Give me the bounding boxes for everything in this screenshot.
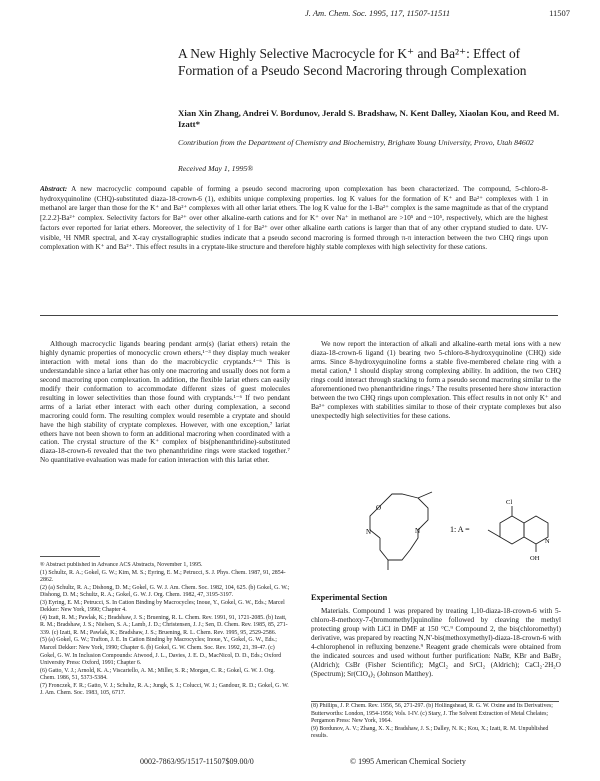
abstract-text: A new macrocyclic compound capable of forming a pseudo second macroring upon complexation has been characterized. The compound, 5-chloro-8-hydroxyquinoline (CHQ)-substituted diaza-18-crown-6 (1), exhibits unique complexing properties. log K values for the formation of K⁺ and Ba²⁺ complexes with 1 in methanol are larger than those for the K⁺ and Ba²⁺ complexes with all other lariat ethers. The log K value for the 1-Ba²⁺ complex is the same magnitude as that of the cryptand [2.2.2]-Ba²⁺ complex. Selectivity factors for Ba²⁺ over other alkaline-earth cations and for K⁺ over Na⁺ in methanol are >10⁵ and ~10⁵, respectively, which are the highest factors ever reported for lariat ethers. Moreover, the selectivity of 1 for Ba²⁺ over other alkaline earth cations is larger than that of any other cryptand studied to date. UV-visible, ¹H NMR spectral, and X-ray crystallographic studies indicate that a pseudo second macroring is formed through π-π interaction between the two CHQ rings upon complexation with K⁺ and Ba²⁺. This effect results in a cryptate-like structure and therefore highly stable complexes with high selectivity for these cations. [40, 185, 548, 252]
experimental-heading: Experimental Section [311, 593, 388, 602]
footnote: (3) Eyring, E. M.; Petrucci, S. In Cation Binding by Macrocycles; Inoue, Y., Gokel, G. W., Eds.; Marcel Dekker: New York, 1990; Chapter 4. [40, 599, 285, 614]
running-header [40, 8, 570, 22]
footnote: (7) Fronczek, F. R.; Gatto, V. J.; Schultz, R. A.; Jungk, S. J.; Colucci, W. J.; Gandour, R. D.; Gokel, G. W. J. Am. Chem. Soc. 1983, 105, 6717. [40, 682, 289, 697]
footnote: (5) (a) Gokel, G. W.; Trafton, J. E. In Cation Binding by Macrocycles; Inoue, Y., Gokel, G. W., Eds.; Marcel Dekker: New York, 1990; Chapter 6. (b) Gokel, G. W. Chem. Soc. Rev. 1992, 21, 39-47. (c) Gokel, G. W. In Inclusion Compounds: Atwood, J. L., Davies, J. E. D., MacNicol, D. D., Eds.; Oxford University Press: Oxford, 1991; Chapter 6. [40, 637, 282, 667]
page-footer [40, 757, 560, 771]
footnote: (4) Izatt, R. M.; Pawlak, K.; Bradshaw, J. S.; Bruening, R. L. Chem. Rev. 1991, 91, 1721-2085. (b) Izatt, R. M.; Bradshaw, J. S.; Nielsen, S. A.; Lamb, J. D.; Christensen, J. J.; Sen, D. Chem. Rev. 1985, 85, 271-339. (c) Izatt, R. M.; Pawlak, K.; Bradshaw, J. S.; Bruening, R. L. Chem. Rev. 1995, 95, 2529-2586. [40, 614, 288, 636]
article-title: A New Highly Selective Macrocycle for K⁺ and Ba²⁺: Effect of Formation of a Pseudo Second Macroring through Complexation [178, 46, 527, 78]
references-right [311, 703, 561, 753]
structure-label: 1: A = [450, 525, 470, 534]
abstract-label: Abstract: [40, 185, 68, 193]
footnote-divider [40, 556, 100, 557]
footnote: ® Abstract published in Advance ACS Abstracts, November 1, 1995. [40, 562, 203, 568]
footnote: (1) Schultz, R. A.; Gokel, G. W.; Kim, M. S.; Eyring, E. M.; Petrucci, S. J. Phys. Chem. 1987, 91, 2854-2862. [40, 569, 286, 584]
author-list: Xian Xin Zhang, Andrei V. Bordunov, Jerald S. Bradshaw, N. Kent Dalley, Xiaolan Kou, and Reed M. Izatt* [178, 108, 560, 129]
page-number: 11507 [549, 8, 570, 18]
report-paragraph: We now report the interaction of alkali and alkaline-earth metal ions with a new diaza-18-crown-6 ligand (1) bearing two 5-chloro-8-hydroxyquinoline (CHQ) side arms. Since 8-hydroxyquinoline forms a stable five-membered chelate ring with a metal cation,⁸ 1 should display strong complexing ability. In addition, the two CHQ rings could interact through stacking to form a pseudo second macroring similar to the aforementioned two phenanthridine rings.⁷ The results presented here show interaction between the two CHQ rings upon complexation. This effect results in not only K⁺ and Ba²⁺ complexes with stabilities similar to those of their cryptate complexes but also unexpectedly high selectivities for these cations. [311, 340, 561, 420]
references-divider [311, 701, 559, 702]
footnote: (8) Phillips, J. P. Chem. Rev. 1956, 56, 271-297. (b) Hollingshead, R. G. W. Oxine and Its Derivatives; Butterworths: London, 1954-1956; Vols. I-IV. (c) Stary, J. The Solvent Extraction of Metal Chelates; Pergamon Press: New York, 1964. [311, 703, 553, 725]
article-code: 0002-7863/95/1517-11507$09.00/0 [140, 757, 254, 766]
footnote: (6) Gatto, V. J.; Arnold, K. A.; Viscariello, A. M.; Miller, S. R.; Morgan, C. R.; Gokel, G. W. J. Org. Chem. 1986, 51, 5373-5384. [40, 667, 275, 682]
chloro-label: Cl [506, 499, 513, 506]
ring-nitrogen-label: N [366, 528, 372, 536]
materials-paragraph: Materials. Compound 1 was prepared by treating 1,10-diaza-18-crown-6 with 5-chloro-8-methoxy-7-(bromomethyl)quinoline followed by cleaving the methyl protecting group with LiCl in DMF at 150 °C.⁹ Compound 2, the bis(chloromethyl) derivative, was prepared by reacting N,N'-bis(methoxymethyl)-diaza-18-crown-6 with 4-chlorophenol in refluxing benzene.⁹ Reagent grade chemicals were obtained from the indicated sources and used without further purification: NaBr, KBr and BaBr₂ (Aldrich); CsBr (Fisher Scientific); MgCl₂ and SrCl₂ (Aldrich); CaCl₂·2H₂O (Spectrum); Sr(ClO₄)₂ (Johnson Matthey). [311, 607, 561, 678]
experimental-text [311, 607, 561, 700]
footnotes [40, 562, 290, 750]
compound-1-structure [340, 488, 560, 583]
intro-paragraph: Although macrocyclic ligands bearing pendant arm(s) (lariat ethers) retain the highly dynamic properties of monocyclic crown ethers,¹⁻³ they display much weaker interaction with metal ions than do the macrobicyclic cryptands.⁴⁻⁶ This is understandable since a lariat ether has only one macroring and usually does not form a second macroring upon complexation. In addition, the flexible lariat ethers can easily modify their conformation to accommodate different sizes of guest molecules resulting in lower selectivities than those found with cryptands.¹⁻⁶ If two pendant arms of a lariat ether interact with each other during complexation, a second macroring could form. The resulting complex would resemble a cryptate and should have the high stability of cryptate complexes. However, with one exception,⁷ lariat ethers have not been shown to form an additional macroring when coordinated with a cation. The crystal structure of the K⁺ complex of bis(phenanthridine)-substituted diaza-18-crown-6 revealed that the two phenanthridine rings were stacked together.⁷ No quantitative evaluation was made for cation interaction with this lariat ether. [40, 340, 290, 465]
received-date: Received May 1, 1995® [178, 164, 254, 173]
copyright: © 1995 American Chemical Society [350, 757, 466, 766]
abstract [40, 185, 548, 305]
journal-citation: J. Am. Chem. Soc. 1995, 117, 11507-11511 [305, 8, 451, 18]
footnote: (9) Bordunov, A. V.; Zhang, X. X.; Bradshaw, J. S.; Dalley, N. K.; Kou, X.; Izatt, R. M. Unpublished results. [311, 725, 549, 740]
abstract-divider [40, 315, 558, 316]
ring-nitrogen-label: N [415, 527, 421, 535]
affiliation: Contribution from the Department of Chemistry and Biochemistry, Brigham Young University, Provo, Utah 84602 [178, 138, 534, 147]
body-column-right [311, 340, 561, 485]
body-column-left [40, 340, 290, 550]
quinoline-nitrogen-label: N [545, 538, 550, 545]
ring-oxygen-label: O [376, 504, 382, 512]
footnote: (2) (a) Schultz, R. A.; Dishong, D. M.; Gokel, G. W. J. Am. Chem. Soc. 1982, 104, 625. (b) Gokel, G. W.; Dishong, D. M.; Schultz, R. A.; Gokel, G. W. J. Org. Chem. 1982, 47, 3195-3197. [40, 584, 290, 599]
hydroxyl-label: OH [530, 555, 540, 562]
